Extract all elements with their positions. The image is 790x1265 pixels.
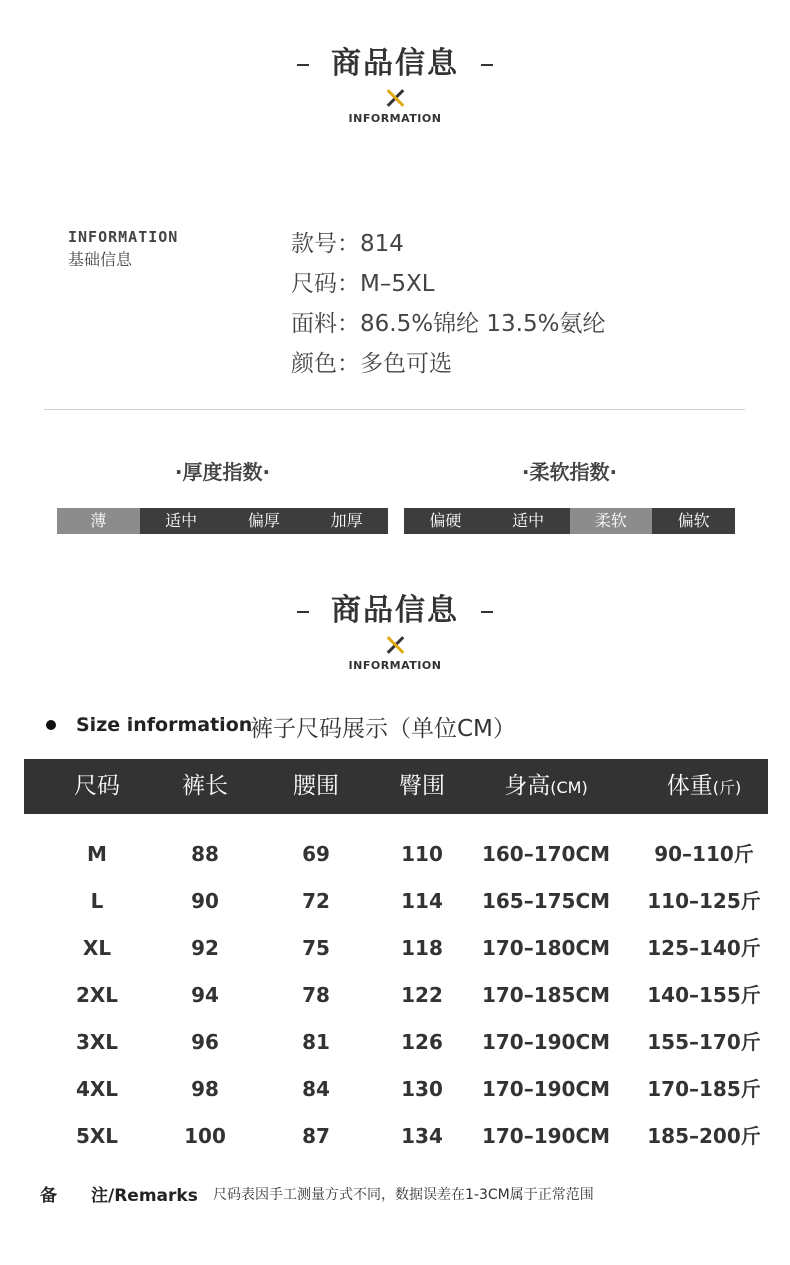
softness-level-softer: 偏软	[652, 508, 735, 534]
info-size-range: 尺码：M–5XL	[291, 271, 435, 297]
softness-level-soft: 柔软	[570, 508, 653, 534]
table-row: L 90 72 114 165–175CM 110–125斤	[90, 889, 761, 913]
thickness-level-thin: 薄	[57, 508, 140, 534]
thickness-level-extra-thick: 加厚	[305, 508, 388, 534]
section-title: 商品信息	[0, 38, 790, 82]
basic-info-label-en: INFORMATION	[68, 228, 179, 246]
size-info-label-en: Size information	[76, 714, 253, 736]
table-row: 5XL 100 87 134 170–190CM 185–200斤	[75, 1124, 761, 1148]
col-header-waist: 腰围	[293, 773, 339, 799]
table-row: M 88 69 110 160–170CM 90–110斤	[87, 842, 754, 866]
softness-level-medium: 适中	[487, 508, 570, 534]
thickness-level-medium: 适中	[140, 508, 223, 534]
info-fabric: 面料：86.5%锦纶 13.5%氨纶	[291, 311, 606, 337]
size-table-header	[24, 759, 768, 814]
section-subtitle: INFORMATION	[348, 112, 442, 125]
col-header-height: 身高(CM)	[504, 773, 588, 799]
thickness-level-thick: 偏厚	[223, 508, 306, 534]
bullet-icon	[46, 720, 56, 730]
size-info-label-cn: 裤子尺码展示（单位CM）	[250, 716, 516, 742]
info-style-number: 款号：814	[291, 231, 404, 257]
section-header-top	[0, 38, 790, 125]
table-row: 4XL 98 84 130 170–190CM 170–185斤	[75, 1077, 761, 1101]
section-title: 商品信息	[0, 585, 790, 629]
softness-bar	[404, 508, 735, 534]
thickness-bar	[57, 508, 388, 534]
basic-info-list	[291, 224, 605, 384]
remarks-text: 尺码表因手工测量方式不同，数据误差在1-3CM属于正常范围	[213, 1187, 594, 1203]
divider	[44, 409, 745, 410]
cross-icon	[385, 88, 405, 108]
section-subtitle: INFORMATION	[348, 659, 442, 672]
col-header-length: 裤长	[182, 773, 228, 799]
col-header-hip: 臀围	[399, 773, 445, 799]
cross-icon	[385, 635, 405, 655]
size-table-body	[24, 831, 768, 1160]
softness-title: ·柔软指数·	[521, 460, 618, 484]
col-header-weight: 体重(斤)	[666, 773, 742, 799]
thickness-title: ·厚度指数·	[174, 460, 271, 484]
remarks-label: 备 注/Remarks	[40, 1186, 198, 1206]
section-header-mid	[0, 585, 790, 672]
col-header-size: 尺码	[74, 773, 120, 799]
table-row: XL 92 75 118 170–180CM 125–140斤	[82, 936, 761, 960]
softness-level-hard: 偏硬	[404, 508, 487, 534]
basic-info-label-cn: 基础信息	[68, 250, 133, 269]
info-color: 颜色：多色可选	[291, 351, 452, 377]
table-row: 2XL 94 78 122 170–185CM 140–155斤	[75, 983, 761, 1007]
table-row: 3XL 96 81 126 170–190CM 155–170斤	[75, 1030, 761, 1054]
